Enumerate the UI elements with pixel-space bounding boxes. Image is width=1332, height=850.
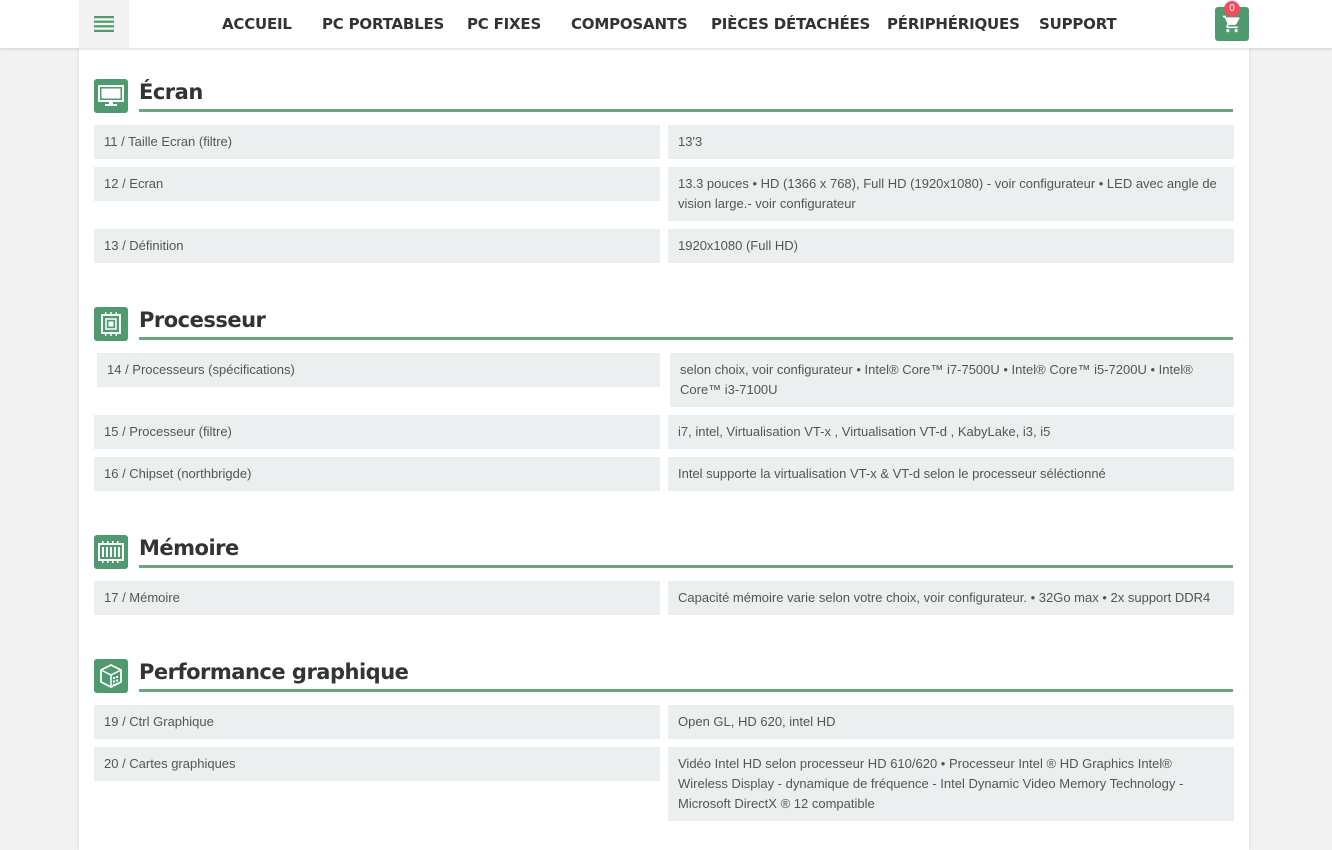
cpu-icon (99, 312, 123, 336)
spec-label: 12 / Ecran (94, 167, 660, 201)
spec-label: 15 / Processeur (filtre) (94, 415, 660, 449)
nav-composants[interactable]: COMPOSANTS (571, 15, 688, 33)
section-divider (139, 689, 1233, 692)
section-icon-memoire (94, 535, 128, 569)
section-title-performance-graphique: Performance graphique (139, 660, 409, 684)
main-nav (0, 0, 1332, 48)
monitor-icon (98, 85, 124, 107)
spec-label: 16 / Chipset (northbrigde) (94, 457, 660, 491)
section-divider (139, 565, 1233, 568)
nav-peripheriques[interactable]: PÉRIPHÉRIQUES (887, 15, 1020, 33)
section-divider (139, 109, 1233, 112)
spec-value: Capacité mémoire varie selon votre choix, voir configurateur. • 32Go max • 2x support DDR4 (668, 581, 1234, 615)
spec-label: 17 / Mémoire (94, 581, 660, 615)
spec-value: Vidéo Intel HD selon processeur HD 610/620 • Processeur Intel ® HD Graphics Intel® Wireless Display - dynamique de fréquence - Intel Dynamic Video Memory Technology - Microsoft DirectX ® 12 compatible (668, 747, 1234, 821)
nav-pc-portables[interactable]: PC PORTABLES (322, 15, 445, 33)
section-title-processeur: Processeur (139, 308, 266, 332)
shopping-cart-icon (1222, 14, 1242, 34)
spec-value: Intel supporte la virtualisation VT-x & VT-d selon le processeur séléctionné (668, 457, 1234, 491)
section-divider (139, 337, 1233, 340)
spec-label: 20 / Cartes graphiques (94, 747, 660, 781)
spec-label: 14 / Processeurs (spécifications) (97, 353, 660, 387)
spec-value: 13'3 (668, 125, 1234, 159)
nav-support[interactable]: SUPPORT (1039, 15, 1117, 33)
section-icon-performance-graphique (94, 659, 128, 693)
spec-value: Open GL, HD 620, intel HD (668, 705, 1234, 739)
memory-chip-icon (98, 541, 124, 563)
nav-pieces-detachees[interactable]: PIÈCES DÉTACHÉES (711, 15, 871, 33)
graphics-cube-icon (98, 663, 124, 689)
section-title-memoire: Mémoire (139, 536, 239, 560)
spec-label: 11 / Taille Ecran (filtre) (94, 125, 660, 159)
section-icon-ecran (94, 79, 128, 113)
nav-pc-fixes[interactable]: PC FIXES (467, 15, 542, 33)
spec-label: 13 / Définition (94, 229, 660, 263)
spec-value: i7, intel, Virtualisation VT-x , Virtualisation VT-d , KabyLake, i3, i5 (668, 415, 1234, 449)
section-title-ecran: Écran (139, 80, 203, 104)
spec-value: selon choix, voir configurateur • Intel® Core™ i7-7500U • Intel® Core™ i5-7200U • Intel® Core™ i3-7100U (670, 353, 1234, 407)
section-icon-processeur (94, 307, 128, 341)
hamburger-icon (94, 16, 114, 32)
cart-count-badge: 0 (1224, 1, 1240, 17)
spec-value: 13.3 pouces • HD (1366 x 768), Full HD (1920x1080) - voir configurateur • LED avec angle de vision large.- voir configurateur (668, 167, 1234, 221)
spec-label: 19 / Ctrl Graphique (94, 705, 660, 739)
menu-button[interactable] (79, 0, 129, 48)
nav-accueil[interactable]: ACCUEIL (222, 15, 292, 33)
top-navigation-bar (0, 0, 1332, 48)
spec-value: 1920x1080 (Full HD) (668, 229, 1234, 263)
